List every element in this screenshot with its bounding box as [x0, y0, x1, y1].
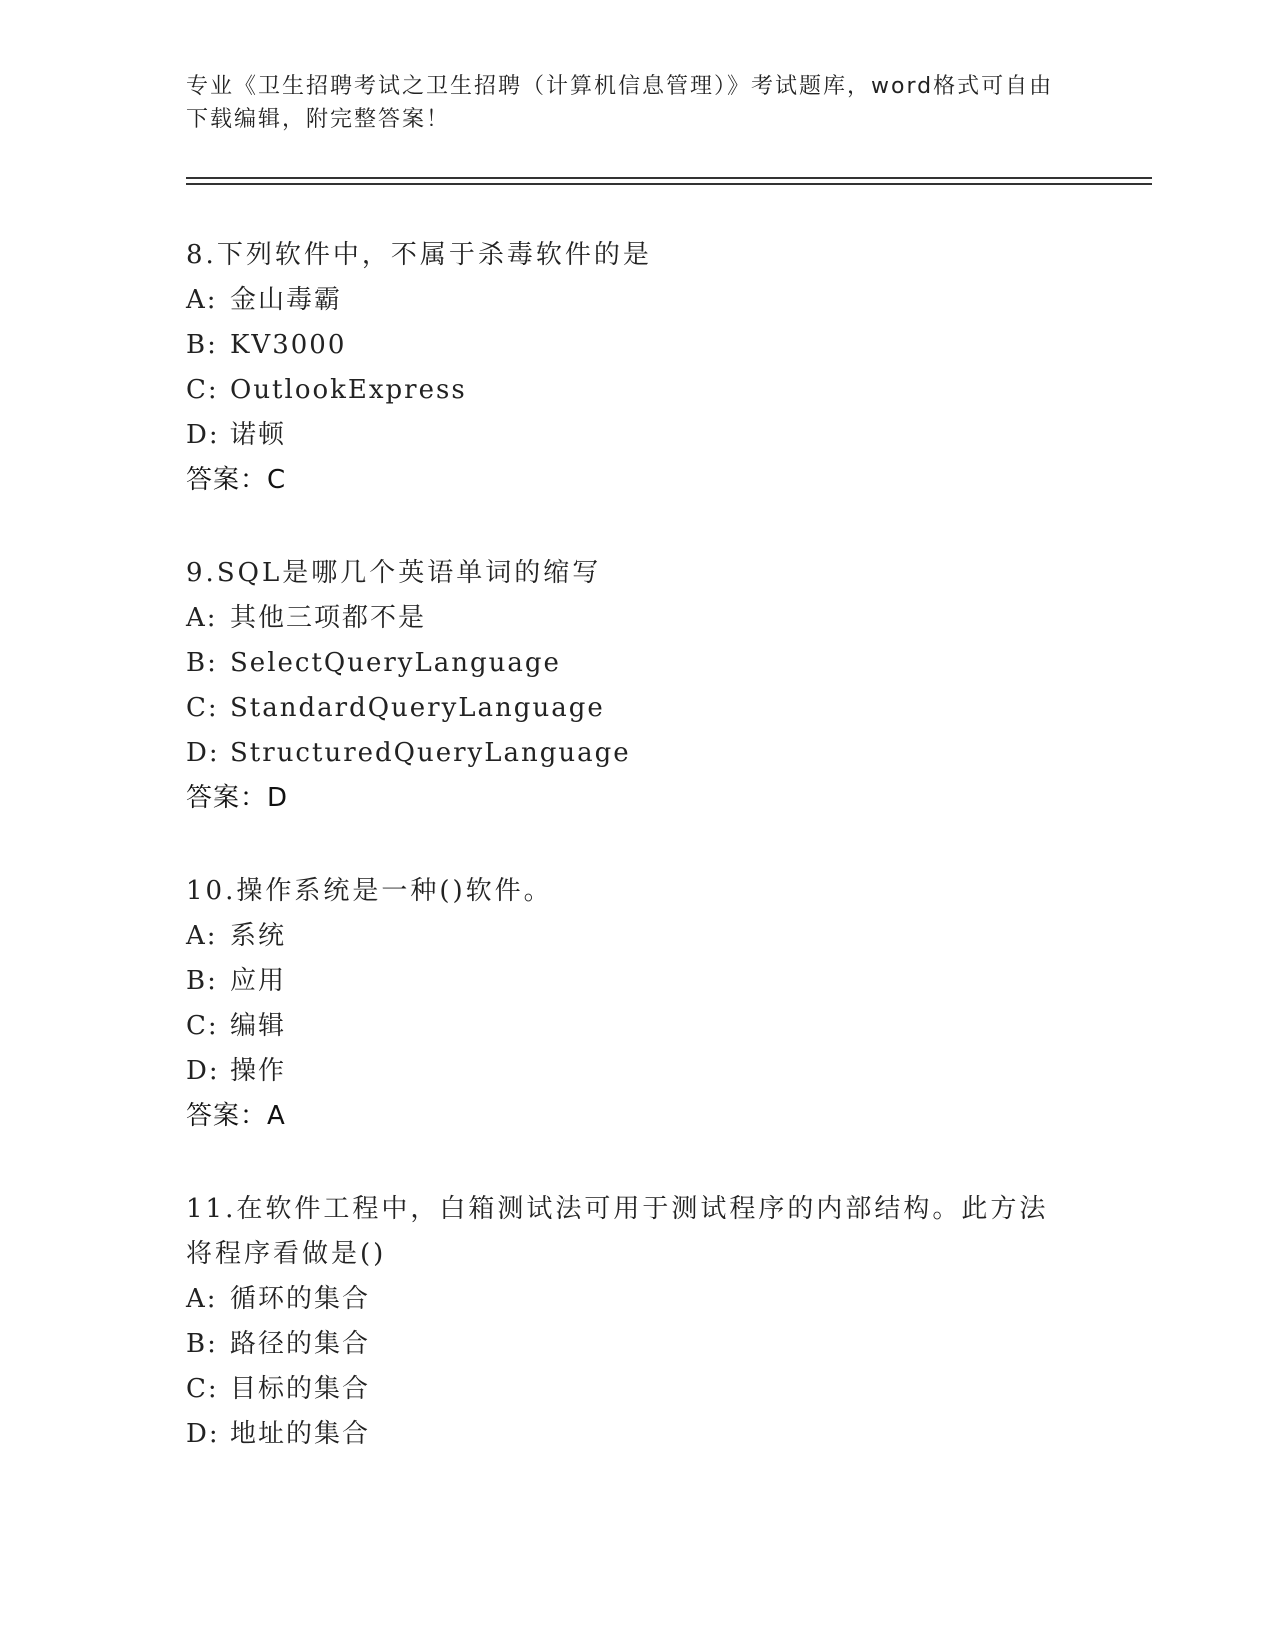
option-letter: A: [186, 603, 218, 633]
option-letter: C: [186, 693, 219, 723]
option-letter: C: [186, 375, 219, 405]
option-text: 金山毒霸 [230, 285, 343, 315]
option-letter: A: [186, 285, 218, 315]
option-d [186, 413, 1086, 458]
option-c [186, 1367, 1086, 1412]
option-text: 循环的集合 [230, 1284, 371, 1314]
question-number: 11. [186, 1194, 237, 1224]
option-text: 应用 [230, 966, 287, 996]
option-letter: D: [186, 738, 220, 768]
question-stem [186, 869, 1086, 914]
option-letter: B: [186, 1329, 218, 1359]
question-10 [186, 869, 1086, 1139]
answer: 答案：D [186, 783, 289, 813]
option-text: SelectQueryLanguage [230, 648, 561, 678]
option-b [186, 641, 1086, 686]
question-number: 10. [186, 876, 237, 906]
question-text: SQL是哪几个英语单词的缩写 [216, 558, 602, 588]
option-c [186, 686, 1086, 731]
question-stem [186, 233, 1086, 278]
answer: 答案：A [186, 1101, 286, 1131]
option-text: 编辑 [230, 1011, 287, 1041]
option-letter: D: [186, 1419, 220, 1449]
question-text: 下列软件中，不属于杀毒软件的是 [216, 240, 652, 270]
answer: 答案：C [186, 465, 287, 495]
question-8 [186, 233, 1086, 503]
option-letter: C: [186, 1011, 219, 1041]
option-letter: A: [186, 921, 218, 951]
question-9 [186, 551, 1086, 821]
option-a [186, 914, 1086, 959]
header-divider-top [186, 177, 1152, 179]
option-d [186, 1049, 1086, 1094]
option-text: 其他三项都不是 [230, 603, 427, 633]
option-letter: C: [186, 1374, 219, 1404]
option-b [186, 1322, 1086, 1367]
option-text: 系统 [230, 921, 287, 951]
header-divider-bottom [186, 183, 1152, 185]
option-d [186, 1412, 1086, 1457]
option-letter: D: [186, 420, 220, 450]
option-a [186, 1277, 1086, 1322]
option-text: OutlookExpress [230, 375, 467, 405]
option-text: 路径的集合 [230, 1329, 371, 1359]
option-letter: B: [186, 966, 218, 996]
option-text: 诺顿 [230, 420, 287, 450]
header-text: 专业《卫生招聘考试之卫生招聘（计算机信息管理）》考试题库，word格式可自由下载编辑，附完整答案！ [186, 74, 1054, 132]
option-b [186, 959, 1086, 1004]
question-stem [186, 551, 1086, 596]
question-stem [186, 1187, 1066, 1277]
question-text: 操作系统是一种()软件。 [236, 876, 553, 906]
option-text: StandardQueryLanguage [230, 693, 605, 723]
question-number: 9. [186, 558, 217, 588]
question-number: 8. [186, 240, 217, 270]
question-text: 在软件工程中，白箱测试法可用于测试程序的内部结构。此方法将程序看做是() [186, 1194, 1049, 1269]
option-text: KV3000 [230, 330, 347, 360]
option-text: StructuredQueryLanguage [230, 738, 631, 768]
question-11 [186, 1187, 1086, 1457]
option-text: 地址的集合 [230, 1419, 371, 1449]
option-c [186, 368, 1086, 413]
option-letter: A: [186, 1284, 218, 1314]
option-letter: B: [186, 648, 218, 678]
option-a [186, 278, 1086, 323]
option-a [186, 596, 1086, 641]
option-text: 目标的集合 [230, 1374, 371, 1404]
option-b [186, 323, 1086, 368]
option-d [186, 731, 1086, 776]
option-c [186, 1004, 1086, 1049]
option-text: 操作 [230, 1056, 287, 1086]
option-letter: B: [186, 330, 218, 360]
document-header [186, 70, 1066, 136]
option-letter: D: [186, 1056, 220, 1086]
